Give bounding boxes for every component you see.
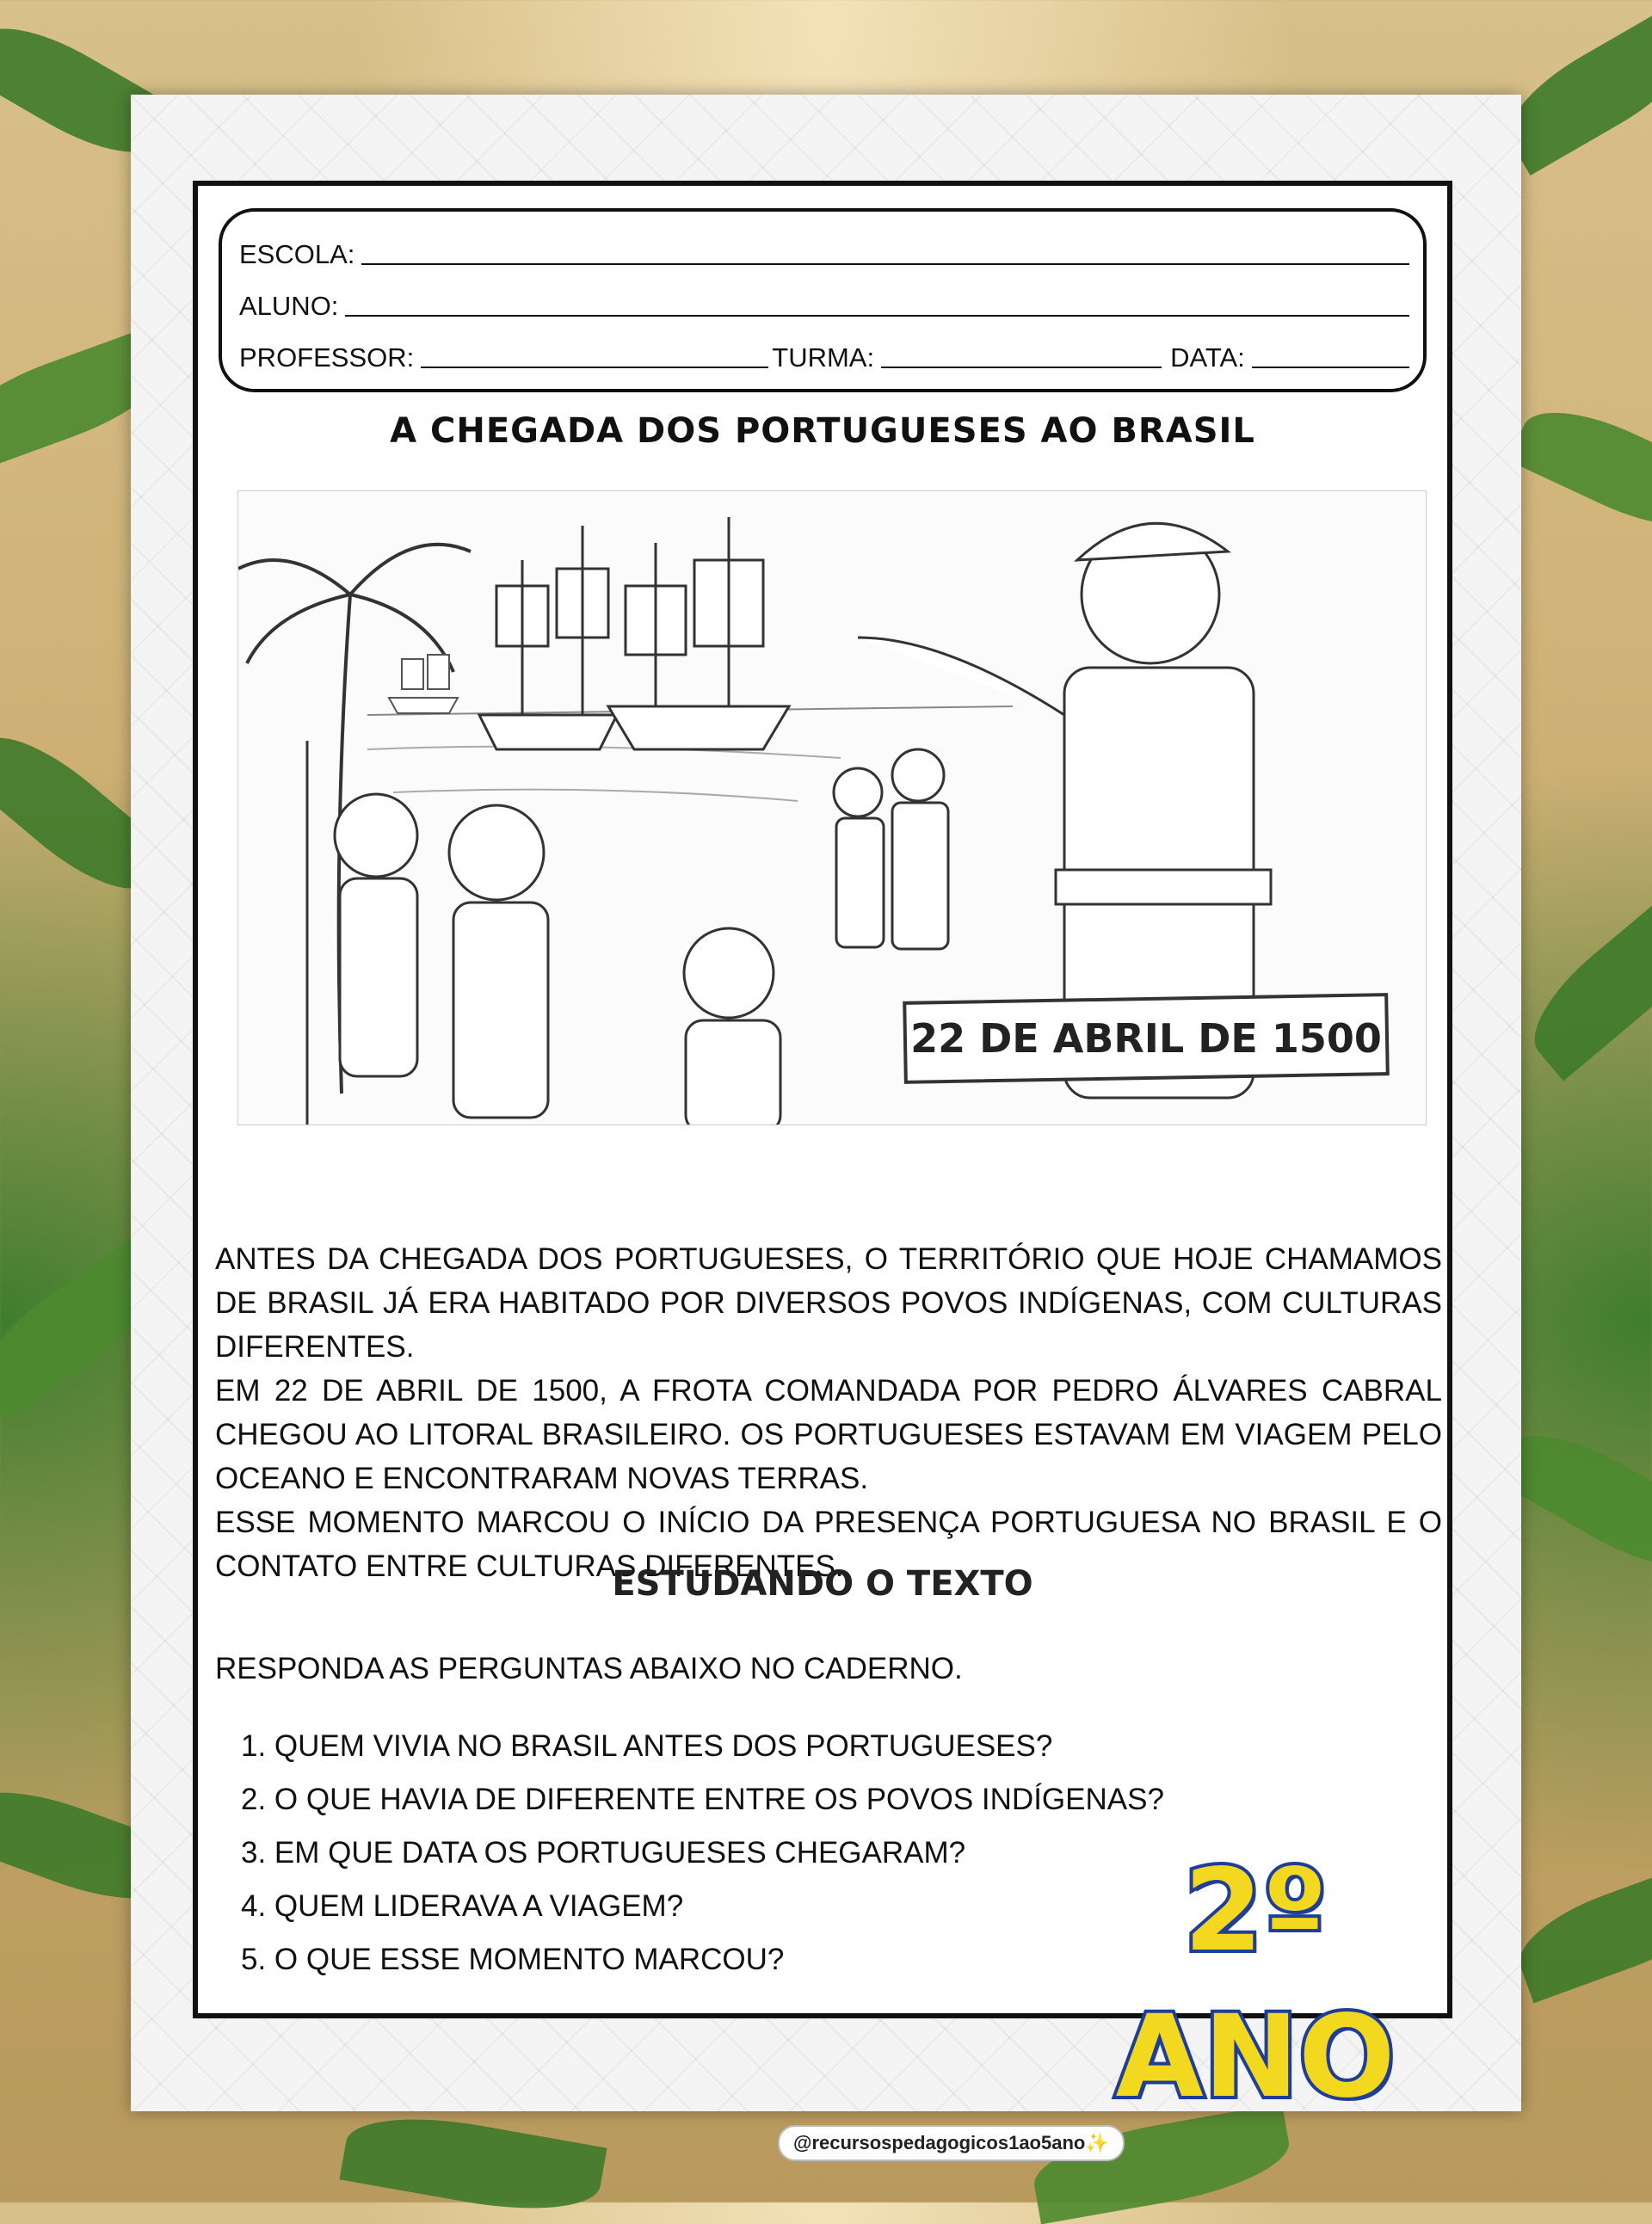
student-info-box [219,208,1427,392]
paragraph-1: ANTES DA CHEGADA DOS PORTUGUESES, O TERRITÓRIO QUE HOJE CHAMAMOS DE BRASIL JÁ ERA HABITADO POR DIVERSOS POVOS INDÍGENAS, COM CULTURAS DIFERENTES. [215,1242,1442,1364]
date-banner [904,995,1388,1082]
class-blank[interactable] [881,366,1162,368]
worksheet-content [193,181,1452,2123]
school-blank[interactable] [361,262,1409,265]
page-title: A CHEGADA DOS PORTUGUESES AO BRASIL [390,411,1255,451]
grade-badge: 2º ANO [1115,1845,1396,2123]
paragraph-2: EM 22 DE ABRIL DE 1500, A FROTA COMANDADA POR PEDRO ÁLVARES CABRAL CHEGOU AO LITORAL BRASILEIRO. OS PORTUGUESES ESTAVAM EM VIAGEM PELO OCEANO E ENCONTRARAM NOVAS TERRAS. [215,1374,1442,1495]
question-item: 3. EM QUE DATA OS PORTUGUESES CHEGARAM? [241,1836,966,1870]
worksheet-sheet [131,95,1521,2153]
instruction-text: RESPONDA AS PERGUNTAS ABAIXO NO CADERNO. [215,1652,963,1685]
student-line [239,291,1409,322]
arrival-illustration [237,490,1427,1125]
question-item: 2. O QUE HAVIA DE DIFERENTE ENTRE OS POVOS INDÍGENAS? [241,1783,1164,1816]
question-item: 4. QUEM LIDERAVA A VIAGEM? [241,1889,684,1923]
student-blank[interactable] [345,314,1409,317]
paragraph-3: ESSE MOMENTO MARCOU O INÍCIO DA PRESENÇA PORTUGUESA NO BRASIL E O CONTATO ENTRE CULTURAS DIFERENTES. [215,1506,1442,1583]
school-label: ESCOLA: [239,239,355,269]
class-label: TURMA: [772,342,875,373]
date-banner-text: 22 DE ABRIL DE 1500 [910,1015,1382,1062]
date-blank[interactable] [1252,366,1409,368]
teacher-blank[interactable] [421,366,768,368]
instagram-handle: @recursospedagogicos1ao5ano✨ [778,2125,1125,2161]
question-item: 5. O QUE ESSE MOMENTO MARCOU? [241,1943,785,1976]
student-label: ALUNO: [239,291,339,321]
teacher-class-date-line [239,342,1409,373]
teacher-label: PROFESSOR: [239,342,415,373]
question-item: 1. QUEM VIVIA NO BRASIL ANTES DOS PORTUGUESES? [241,1729,1053,1763]
date-label: DATA: [1170,342,1245,373]
school-line [239,239,1409,270]
section-heading: ESTUDANDO O TEXTO [612,1564,1033,1604]
